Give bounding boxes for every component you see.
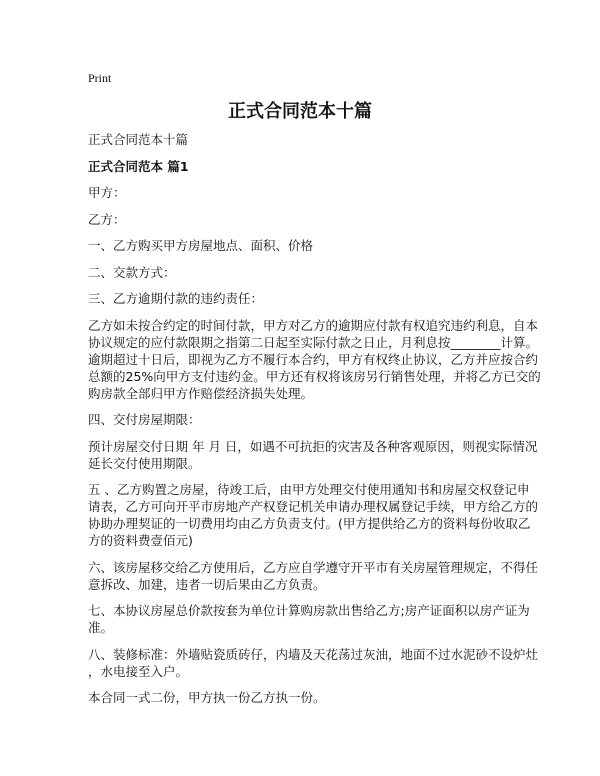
text-line: 本合同一式二份，甲方执一份乙方执一份。 xyxy=(88,690,326,705)
paragraph xyxy=(88,689,528,706)
text-line: 延长交付使用期限。 xyxy=(88,455,201,471)
paragraph xyxy=(88,602,528,636)
text-line: 预计房屋交付日期 年 月 日，如遇不可抗拒的灾害及各种客观原因，则视实际情况 xyxy=(88,438,538,454)
paragraph xyxy=(88,646,539,680)
paragraph xyxy=(88,559,539,593)
paragraph xyxy=(88,438,538,472)
text-line: 一、乙方购买甲方房屋地点、面积、价格 xyxy=(88,238,314,253)
text-line: 逾期超过十日后，即视为乙方不履行本合约，甲方有权终止协议，乙方并应按合约 xyxy=(88,351,539,367)
paragraph xyxy=(88,481,539,549)
text-line: 七、本协议房屋总价款按套为单位计算购房款出售给乙方;房产证面积以房产证为 xyxy=(88,603,530,618)
text-line: 乙方如未按合约定的时间付款，甲方对乙方的逾期应付款有权追究违约利息，自本 xyxy=(88,317,539,333)
text-line: 正式合同范本十篇 xyxy=(88,132,189,147)
text-line: 购房款全部归甲方作赔偿经济损失处理。 xyxy=(88,385,314,401)
paragraph xyxy=(88,237,528,254)
text-line: 乙方： xyxy=(88,211,126,227)
text-line: 协助办理契证的一切费用均由乙方负责支付。(甲方提供给乙方的资料每份收取乙 xyxy=(88,516,531,531)
document-body xyxy=(88,131,541,716)
text-line: 请表，乙方可向开平市房地产产权登记机关申请办理权属登记手续，甲方给乙方的 xyxy=(88,499,539,514)
document-title: 正式合同范本十篇 xyxy=(228,101,372,122)
text-line: 总额的25%向甲方支付违约金。甲方还有权将该房另行销售处理，并将乙方已交的 xyxy=(88,368,541,384)
text-line: 甲方： xyxy=(88,185,126,200)
text-line: 八、装修标准：外墙贴瓷质砖仔，内墙及天花荡过灰油，地面不过水泥砂不设炉灶 xyxy=(88,646,539,662)
paragraph xyxy=(88,290,528,307)
paragraph xyxy=(88,131,528,148)
paragraph xyxy=(88,411,528,428)
text-line: 准。 xyxy=(88,620,114,635)
text-line: 五 、乙方购置之房屋，待竣工后，由甲方处理交付使用通知书和房屋交权登记申 xyxy=(88,482,530,497)
text-line: 二、交款方式： xyxy=(88,264,176,280)
text-line: 协议规定的应付款限期之指第二日起至实际付款之日止，月利息按________计算。 xyxy=(88,334,539,350)
paragraph xyxy=(88,317,541,402)
text-line: 六、该房屋移交给乙方使用后，乙方应自学遵守开平市有关房屋管理规定，不得任 xyxy=(88,559,539,575)
text-line: 方的资料费壹佰元) xyxy=(88,533,193,548)
print-label[interactable]: Print xyxy=(88,71,112,85)
text-line: 四、交付房屋期限： xyxy=(88,412,201,427)
text-line: 意拆改、加建，违者一切后果由乙方负责。 xyxy=(88,576,326,592)
text-line: ，水电接至入户。 xyxy=(88,663,189,679)
text-line: 三、乙方逾期付款的违约责任： xyxy=(88,291,264,306)
paragraph xyxy=(88,264,528,281)
paragraph xyxy=(88,211,528,228)
text-line: 正式合同范本 篇1 xyxy=(88,158,189,174)
section-heading xyxy=(88,158,528,175)
paragraph xyxy=(88,184,528,201)
